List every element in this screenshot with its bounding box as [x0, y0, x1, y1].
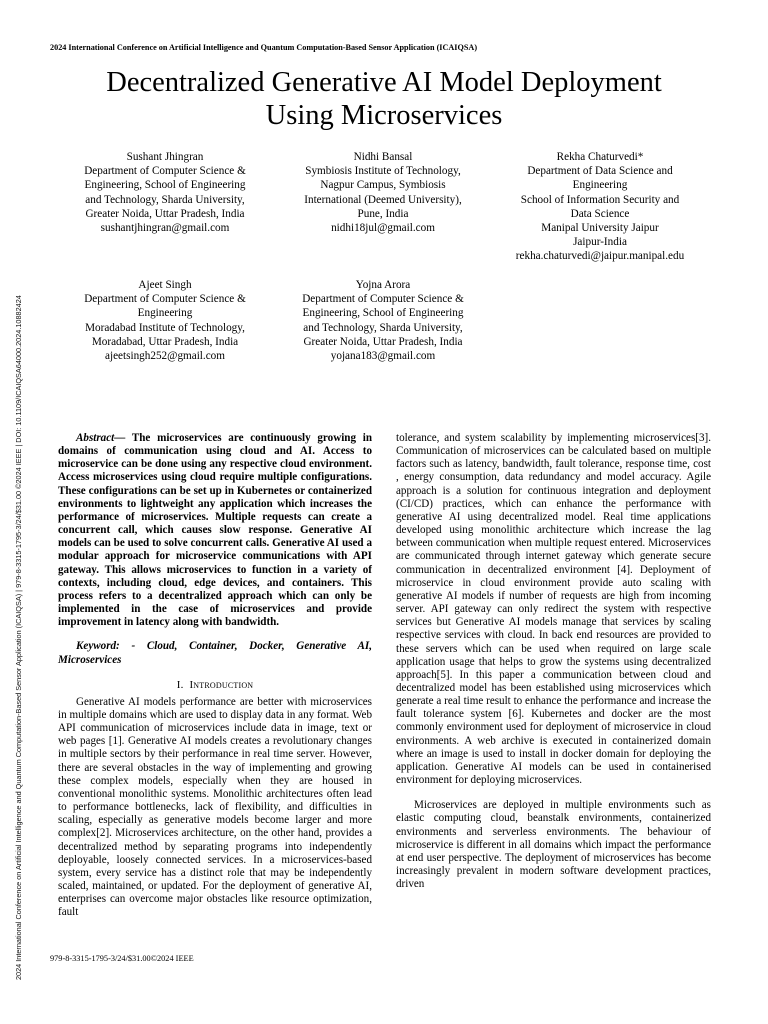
- author-line: Jaipur-India: [573, 236, 627, 249]
- author-line: Engineering, School of Engineering: [84, 179, 246, 192]
- section-number: I.: [176, 678, 184, 691]
- author-line: Engineering: [137, 307, 193, 320]
- author-email[interactable]: sushantjhingran@gmail.com: [100, 222, 230, 235]
- title-line-1: Decentralized Generative AI Model Deployment: [106, 67, 662, 98]
- author-line: Department of Computer Science &: [84, 165, 246, 178]
- copyright-footer: 979-8-3315-1795-3/24/$31.00©2024 IEEE: [50, 954, 194, 963]
- paper-title: [60, 66, 708, 132]
- title-line-2: Using Microservices: [265, 100, 503, 131]
- author-name: Nidhi Bansal: [353, 151, 413, 163]
- author-line: Nagpur Campus, Symbiosis: [320, 179, 446, 192]
- abstract-lead: Abstract—: [76, 432, 126, 444]
- author-line: Manipal University Jaipur: [541, 222, 659, 235]
- author-block-5: [278, 278, 488, 363]
- section-title: Introduction: [189, 678, 254, 691]
- author-line: Department of Computer Science &: [84, 293, 246, 306]
- author-line: Moradabad, Uttar Pradesh, India: [91, 335, 239, 348]
- author-name: Rekha Chaturvedi*: [556, 151, 644, 163]
- author-line: School of Information Security and: [520, 193, 680, 206]
- author-line: International (Deemed University),: [304, 193, 462, 206]
- author-line: Moradabad Institute of Technology,: [85, 321, 245, 334]
- intro-paragraph-1: Generative AI models performance are better with microservices in multiple domains which are used to display data in any format. Web API communication of microservices include data in image, text or web pages [1]. Generative AI models creates a revolutionary changes in multiple sectors by their performance in real time server. However, there are several obstacles in the way of implementing and growing these complex models, especially when they are housed in conventional monolithic systems. Monolithic architectures often lead to performance bottlenecks, lack of flexibility, and difficulties in scaling, especially as generative models become larger and more complex[2]. Microservices architecture, on the other hand, provides a decentralized method by separating programs into independently deployable, loosely connected services. In a microservices-based system, every service has a distinct role that may be independently scaled, maintained, or updated. For the deployment of generative AI, enterprises can overcome major obstacles like resource optimization, fault: [58, 695, 372, 919]
- side-citation-text: 2024 International Conference on Artificial Intelligence and Quantum Computation-Based Sensor Application (ICAIQSA) | 979-8-3315-1795-3/24/$31.00 ©2024 IEEE | DOI: 10.1109/ICAIQSA64000.2024.10882424: [14, 295, 23, 980]
- author-email[interactable]: rekha.chaturvedi@jaipur.manipal.edu: [515, 250, 685, 263]
- abstract: [58, 432, 372, 629]
- author-block-2: [278, 150, 488, 235]
- author-email[interactable]: nidhi18jul@gmail.com: [331, 222, 435, 235]
- author-name: Sushant Jhingran: [126, 151, 204, 163]
- author-block-4: [60, 278, 270, 363]
- author-line: Engineering, School of Engineering: [302, 307, 464, 320]
- author-line: Symbiosis Institute of Technology,: [305, 165, 461, 178]
- left-column: [58, 432, 372, 919]
- author-line: Pune, India: [357, 207, 409, 220]
- author-line: Data Science: [570, 207, 630, 220]
- section-heading-introduction: [58, 679, 372, 692]
- author-line: and Technology, Sharda University,: [303, 321, 463, 334]
- author-line: Engineering: [572, 179, 628, 192]
- author-block-3: [500, 150, 700, 264]
- author-email[interactable]: yojana183@gmail.com: [330, 350, 436, 363]
- author-line: Greater Noida, Uttar Pradesh, India: [303, 335, 463, 348]
- conference-header: 2024 International Conference on Artificial Intelligence and Quantum Computation-Based Sensor Application (ICAIQSA): [50, 43, 478, 52]
- author-name: Yojna Arora: [355, 279, 411, 291]
- author-name: Ajeet Singh: [138, 279, 192, 291]
- author-line: Department of Data Science and: [527, 165, 673, 178]
- author-email[interactable]: ajeetsingh252@gmail.com: [105, 350, 225, 363]
- keywords: Keyword: - Cloud, Container, Docker, Generative AI, Microservices: [58, 640, 372, 666]
- right-paragraph-2: Microservices are deployed in multiple environments such as elastic computing cloud, beanstalk environments, containerized environments and serverless environments. The behaviour of microservice is different in all domains which impact the performance at end user perspective. The deployment of microservices has become increasingly prevalent in modern software development practices, driven: [396, 799, 711, 891]
- author-line: and Technology, Sharda University,: [85, 193, 245, 206]
- author-block-1: [60, 150, 270, 235]
- author-line: Greater Noida, Uttar Pradesh, India: [85, 207, 245, 220]
- right-column: [396, 432, 711, 891]
- abstract-text: The microservices are continuously growing in domains of communication using cloud and AI. Access to microservice can be done using any respective cloud environment. Access microservices using cloud require multiple configurations. These configurations can be set up in Kubernetes or containerized environments to lightweight any application which increases the performance of microservices. Multiple requests can create a concurrent call, which causes slow response. Generative AI models can be used to solve concurrent calls. Generative AI used a modular approach for microservice communications with API gateway. This allows microservices to function in a variety of contexts, including cloud, edge devices, and containers. This process refers to a decentralized approach which can only be implemented in the case of microservices and provide improvement in latency along with bandwidth.: [58, 432, 372, 629]
- author-line: Department of Computer Science &: [302, 293, 464, 306]
- right-paragraph-1: tolerance, and system scalability by implementing microservices[3]. Communication of microservices can be calculated based on multiple factors such as latency, bandwidth, fault tolerance, response time, cost , energy consumption, data redundancy and model accuracy. Agile approach is a solution for continuous integration and deployment (CI/CD) practices, which can enhance the performance with generative AI using decentralized model. Real time applications developed using monolithic architecture which increase the lag between communication when multiple request entered. Microservices are communicated through internet gateway which generate secure communication in decentralized environment [4]. Deployment of microservice in cloud environment provide auto scaling with generative AI models if number of requests are high from incoming server. API gateway can only redirect the system with respective services but Generative AI models manage that services by scaling respective services with cloud. In back end resources are provided to these servers which can be used when required on large scale application usage that helps to grow the systems using decentralized approach[5]. In this paper a communication between cloud and decentralized model has been established using microservices which generate a real time result to enhance the performance and increase the fault tolerance system [6]. Kubernetes and docker are the most commonly environment used for deployment of microservice in cloud environments. A web archive is executed in containerized domain where an image is used to install in docker domain for deploying the application. Generative AI models can be used in containerised environment for deploying microservices.: [396, 432, 711, 787]
